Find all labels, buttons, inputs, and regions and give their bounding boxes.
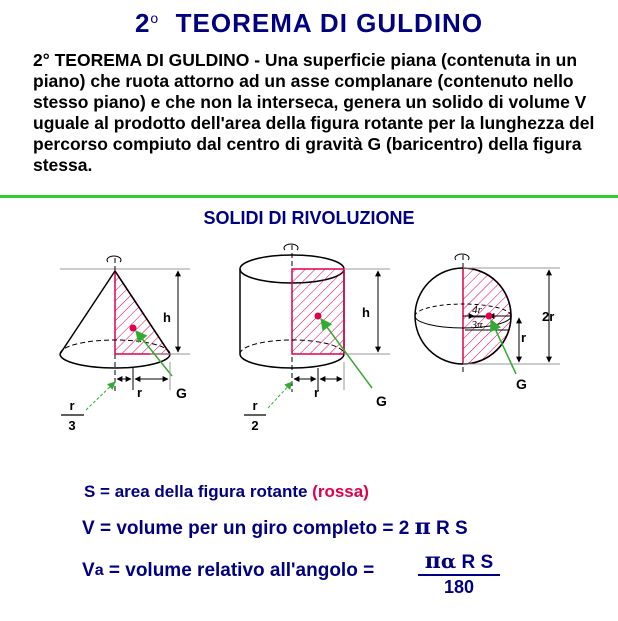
title-text: TEOREMA DI GULDINO bbox=[175, 8, 484, 38]
sphere-2r-label: 2r bbox=[542, 309, 555, 324]
cylinder-red-rectangle bbox=[292, 269, 344, 354]
cone-rotation-arrow bbox=[107, 256, 121, 262]
formula-va-num-alpha: α bbox=[440, 549, 457, 573]
cone-left-side bbox=[60, 271, 115, 354]
cone-r3-denominator: 3 bbox=[68, 418, 76, 433]
formula-va-fraction-bar bbox=[418, 574, 500, 576]
cylinder-r2-denominator: 2 bbox=[251, 418, 259, 433]
formula-s-text: S = area della figura rotante bbox=[84, 482, 313, 501]
definition-body: Una superficie piana (contenuta in un piano) che ruota attorno ad un asse complanare (contenuto nello stesso piano) e che non la interseca, genera un solido di volume V uguale al prodotto dell'area della figura rotante per la lunghezza del percorso compiuto dal centro di gravità G (baricentro) della figura stessa. bbox=[33, 50, 595, 175]
cone-g-label: G bbox=[176, 385, 187, 401]
formula-va-text: = volume relativo all'angolo = bbox=[103, 560, 375, 581]
cylinder-r2-numerator: r bbox=[252, 398, 258, 413]
cone-r3-pointer bbox=[86, 382, 115, 410]
cone-centroid bbox=[130, 325, 137, 332]
formula-s-red: (rossa) bbox=[312, 482, 369, 501]
cylinder-rotation-arrow bbox=[284, 244, 298, 250]
formula-va-sub: a bbox=[94, 562, 104, 579]
sphere-3pi-label: 3π bbox=[471, 319, 483, 331]
cone-figure bbox=[60, 256, 190, 415]
formula-va-num-pi: π bbox=[424, 548, 441, 574]
cone-r-label: r bbox=[137, 385, 143, 400]
formula-va-num-rest: R S bbox=[456, 552, 494, 573]
formula-va-v: V bbox=[82, 560, 95, 581]
sphere-r-label: r bbox=[521, 330, 527, 345]
title-sup: o bbox=[150, 10, 160, 26]
cylinder-centroid bbox=[315, 313, 322, 320]
sphere-4r-label: 4r bbox=[472, 304, 482, 316]
formula-v bbox=[82, 514, 468, 540]
formula-va-denominator: 180 bbox=[443, 577, 475, 597]
formula-v-text: V = volume per un giro completo = 2 bbox=[82, 518, 410, 539]
formula-va bbox=[82, 560, 374, 582]
definition-lead: 2° TEOREMA DI GULDINO - bbox=[33, 50, 265, 70]
formula-va-numerator bbox=[418, 548, 500, 574]
sphere-figure bbox=[415, 254, 560, 374]
cylinder-h-label: h bbox=[362, 305, 370, 320]
sphere-g-label: G bbox=[516, 376, 527, 392]
formula-s bbox=[84, 482, 369, 502]
sphere-centroid bbox=[486, 313, 493, 320]
sphere-rotation-arrow bbox=[455, 254, 469, 260]
title-prefix: 2 bbox=[134, 8, 151, 38]
formula-v-pi: π bbox=[414, 514, 431, 540]
cylinder-g-label: G bbox=[376, 393, 387, 409]
section-title: SOLIDI DI RIVOLUZIONE bbox=[203, 208, 415, 228]
cone-r3-numerator: r bbox=[69, 398, 75, 413]
cylinder-r-label: r bbox=[314, 385, 320, 400]
formula-v-rest: R S bbox=[435, 518, 468, 539]
cylinder-r2-pointer bbox=[268, 382, 292, 408]
cone-h-label: h bbox=[163, 310, 171, 325]
